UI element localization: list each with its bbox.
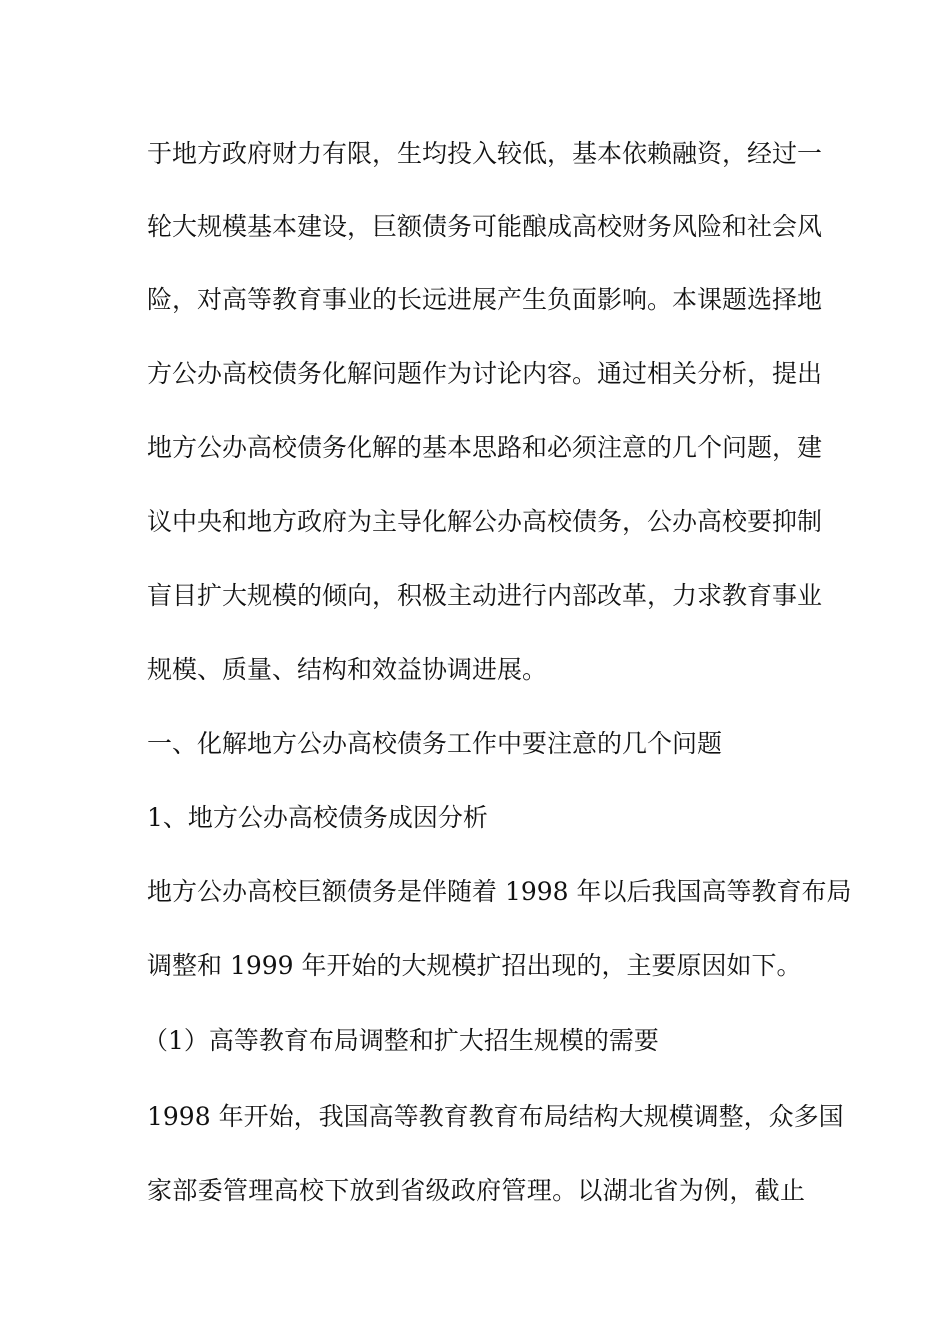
text-line-11: 地方公办高校巨额债务是伴随着 1998 年以后我国高等教育布局 bbox=[147, 877, 852, 906]
text-line-8: 规模、质量、结构和效益协调进展。 bbox=[147, 655, 548, 684]
subsubsection-heading: （1）高等教育布局调整和扩大招生规模的需要 bbox=[143, 1026, 659, 1055]
text-line-1: 于地方政府财力有限，生均投入较低，基本依赖融资，经过一 bbox=[147, 139, 823, 168]
text-line-2: 轮大规模基本建设，巨额债务可能酿成高校财务风险和社会风 bbox=[147, 212, 823, 241]
text-line-12: 调整和 1999 年开始的大规模扩招出现的，主要原因如下。 bbox=[147, 951, 802, 980]
text-line-14: 1998 年开始，我国高等教育教育布局结构大规模调整，众多国 bbox=[147, 1102, 844, 1131]
text-line-15: 家部委管理高校下放到省级政府管理。以湖北省为例，截止 bbox=[147, 1176, 805, 1205]
subsection-heading: 1、地方公办高校债务成因分析 bbox=[147, 803, 488, 832]
text-line-3: 险，对高等教育事业的长远进展产生负面影响。本课题选择地 bbox=[147, 285, 823, 314]
section-heading: 一、化解地方公办高校债务工作中要注意的几个问题 bbox=[147, 729, 723, 758]
text-line-7: 盲目扩大规模的倾向，积极主动进行内部改革，力求教育事业 bbox=[147, 581, 823, 610]
text-line-4: 方公办高校债务化解问题作为讨论内容。通过相关分析，提出 bbox=[147, 359, 823, 388]
text-line-6: 议中央和地方政府为主导化解公办高校债务，公办高校要抑制 bbox=[147, 507, 823, 536]
text-line-5: 地方公办高校债务化解的基本思路和必须注意的几个问题，建 bbox=[147, 433, 823, 462]
